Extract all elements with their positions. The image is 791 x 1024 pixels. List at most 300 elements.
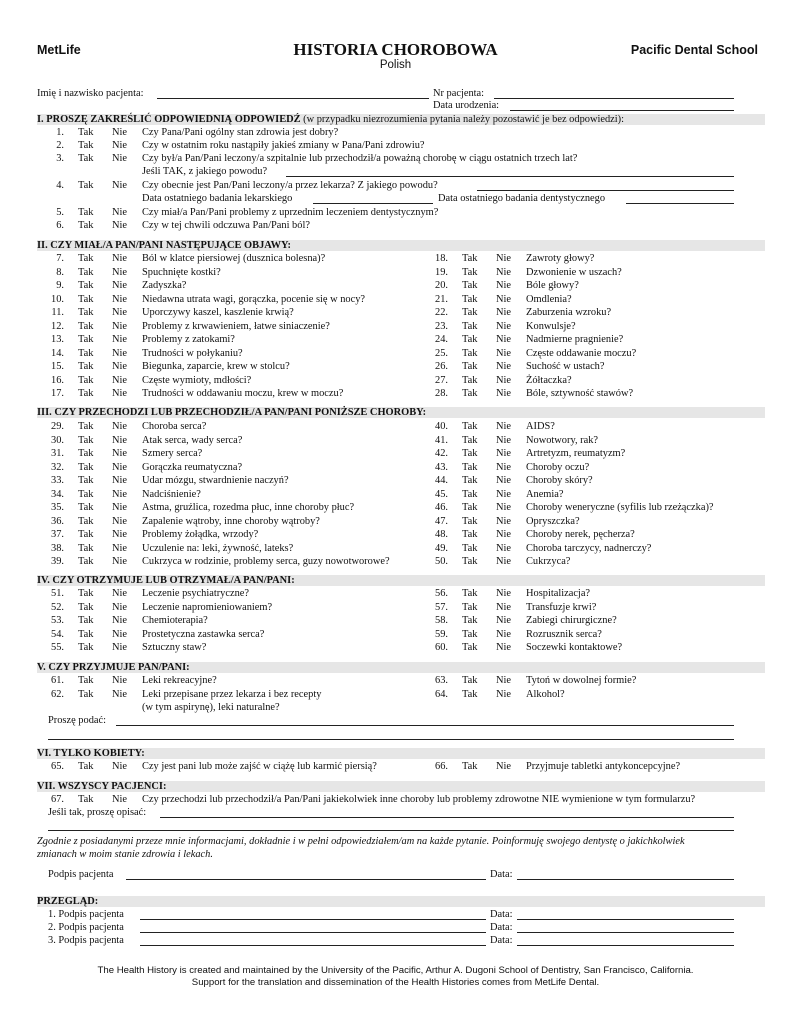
answer-yes[interactable]: Tak [78, 140, 94, 151]
answer-yes[interactable]: Tak [78, 388, 94, 399]
question-text: Czy Pana/Pani ogólny stan zdrowia jest dobry? [142, 127, 339, 138]
question-row [0, 589, 420, 602]
question-number: 23. [435, 320, 448, 332]
question-row [420, 281, 780, 294]
answer-no[interactable]: Nie [496, 761, 512, 772]
answer-no[interactable]: Nie [496, 421, 512, 432]
answer-yes[interactable]: Tak [78, 529, 94, 540]
question-text: Ból w klatce piersiowej (dusznica bolesna)? [142, 253, 326, 264]
question-text: Czy przechodzi lub przechodził/a Pan/Pani jakiekolwiek inne choroby lub problemy zdrowotne NIE wymienione w tym formularzu? [142, 794, 696, 805]
header-right-school: Pacific Dental School [630, 43, 758, 57]
question-number: 2. [56, 140, 64, 151]
answer-no[interactable]: Nie [112, 588, 128, 599]
answer-no[interactable]: Nie [496, 347, 512, 359]
answer-no[interactable]: Nie [496, 388, 512, 399]
other-conditions-field-line-2[interactable] [48, 830, 734, 831]
question-row [420, 389, 780, 402]
question-number: 7. [56, 253, 64, 264]
question-text: Artretyzm, reumatyzm? [526, 448, 626, 459]
question-row [420, 295, 780, 308]
review-signature-field[interactable] [140, 932, 486, 933]
question-row [420, 362, 780, 375]
answer-yes[interactable]: Tak [462, 475, 478, 486]
answer-no[interactable]: Nie [112, 761, 128, 772]
question-row [420, 517, 780, 530]
question-number: 44. [435, 475, 448, 486]
question-number: 37. [51, 529, 64, 540]
answer-no[interactable]: Nie [496, 334, 512, 345]
question-text-continued: (w tym aspirynę), leki naturalne? [142, 702, 280, 713]
answer-yes[interactable]: Tak [78, 320, 94, 332]
answer-yes[interactable]: Tak [462, 642, 478, 653]
question-number: 47. [435, 515, 448, 527]
question-number: 20. [435, 280, 448, 291]
question-row [420, 463, 780, 476]
question-number: 40. [435, 421, 448, 432]
answer-no[interactable]: Nie [496, 280, 512, 291]
question-text: Choroby nerek, pęcherza? [526, 529, 635, 540]
answer-no[interactable]: Nie [112, 461, 128, 473]
question-row [0, 503, 420, 516]
answer-no[interactable]: Nie [112, 688, 128, 700]
question-text: Suchość w ustach? [526, 361, 605, 372]
last-medical-exam-field[interactable] [313, 203, 433, 204]
footer-support: Support for the translation and dissemination of the Health Histories comes from MetLife Dental. [191, 977, 600, 988]
answer-no[interactable]: Nie [112, 180, 128, 191]
answer-yes[interactable]: Tak [462, 502, 478, 513]
treatment-reason-field[interactable] [477, 190, 734, 191]
question-text: Nadmierne pragnienie? [526, 334, 624, 345]
answer-yes[interactable]: Tak [462, 434, 478, 446]
patient-number-label: Nr pacjenta: [433, 88, 485, 99]
answer-no[interactable]: Nie [112, 347, 128, 359]
answer-no[interactable]: Nie [112, 488, 128, 500]
question-row [0, 643, 420, 656]
question-row [420, 308, 780, 321]
question-text: Dzwonienie w uszach? [526, 266, 622, 278]
answer-yes[interactable]: Tak [78, 127, 94, 138]
patient-number-field[interactable] [494, 98, 734, 99]
review-date-label: Data: [490, 935, 513, 946]
answer-yes[interactable]: Tak [78, 374, 94, 386]
answer-no[interactable]: Nie [112, 220, 128, 231]
answer-yes[interactable]: Tak [462, 266, 478, 278]
answer-no[interactable]: Nie [112, 628, 128, 640]
answer-yes[interactable]: Tak [462, 601, 478, 613]
answer-no[interactable]: Nie [112, 794, 128, 805]
question-row [420, 436, 780, 449]
question-number: 12. [51, 320, 64, 332]
answer-yes[interactable]: Tak [78, 421, 94, 432]
last-medical-exam-label: Data ostatniego badania lekarskiego [142, 193, 293, 204]
describe-label: Jeśli tak, proszę opisać: [48, 807, 147, 818]
answer-yes[interactable]: Tak [78, 688, 94, 700]
question-number: 48. [435, 529, 448, 540]
question-row [420, 589, 780, 602]
answer-yes[interactable]: Tak [78, 675, 94, 686]
patient-signature-field[interactable] [126, 879, 486, 880]
answer-yes[interactable]: Tak [462, 374, 478, 386]
answer-yes[interactable]: Tak [462, 334, 478, 345]
answer-yes[interactable]: Tak [462, 675, 478, 686]
question-row [0, 335, 420, 348]
answer-yes[interactable]: Tak [78, 334, 94, 345]
section-2-title: II. CZY MIAŁ/A PAN/PANI NASTĘPUJĄCE OBJAWY: [37, 240, 292, 251]
answer-yes[interactable]: Tak [78, 615, 94, 626]
last-dental-exam-label: Data ostatniego badania dentystycznego [438, 193, 606, 204]
question-text: Problemy żołądka, wrzody? [142, 529, 259, 540]
answer-yes[interactable]: Tak [462, 320, 478, 332]
answer-yes[interactable]: Tak [78, 293, 94, 305]
medications-field-line-2[interactable] [48, 739, 734, 740]
answer-no[interactable]: Nie [496, 307, 512, 318]
answer-no[interactable]: Nie [112, 529, 128, 540]
follow-up-label: Jeśli TAK, z jakiego powodu? [142, 166, 268, 177]
answer-yes[interactable]: Tak [78, 434, 94, 446]
answer-no[interactable]: Nie [112, 448, 128, 459]
answer-yes[interactable]: Tak [78, 628, 94, 640]
answer-no[interactable]: Nie [112, 556, 128, 567]
answer-no[interactable]: Nie [496, 293, 512, 305]
question-row [0, 463, 420, 476]
answer-no[interactable]: Nie [496, 588, 512, 599]
answer-no[interactable]: Nie [496, 529, 512, 540]
review-date-label: Data: [490, 909, 513, 920]
answer-yes[interactable]: Tak [78, 307, 94, 318]
question-text: Cukrzyca w rodzinie, problemy serca, guzy nowotworowe? [142, 556, 390, 567]
form-title: HISTORIA CHOROBOWA [293, 40, 498, 59]
answer-yes[interactable]: Tak [78, 153, 94, 164]
answer-no[interactable]: Nie [496, 448, 512, 459]
question-text: Czy obecnie jest Pan/Pani leczony/a przez lekarza? Z jakiego powodu? [142, 180, 438, 191]
please-list-label: Proszę podać: [48, 715, 106, 726]
answer-yes[interactable]: Tak [462, 615, 478, 626]
answer-no[interactable]: Nie [496, 502, 512, 513]
answer-yes[interactable]: Tak [78, 361, 94, 372]
section-1-heading: I. PROSZĘ ZAKREŚLIĆ ODPOWIEDNIĄ ODPOWIEDŹ [37, 114, 301, 125]
question-text: Problemy z zatokami? [142, 334, 235, 345]
answer-no[interactable]: Nie [496, 615, 512, 626]
question-number: 33. [51, 475, 64, 486]
review-date-field[interactable] [517, 932, 734, 933]
question-text: Biegunka, zaparcie, krew w stolcu? [142, 361, 290, 372]
last-dental-exam-field[interactable] [626, 203, 734, 204]
answer-no[interactable]: Nie [496, 253, 512, 264]
question-text: Żółtaczka? [526, 374, 572, 386]
question-row [0, 530, 420, 543]
answer-yes[interactable]: Tak [78, 448, 94, 459]
answer-no[interactable]: Nie [496, 628, 512, 640]
review-date-field[interactable] [517, 919, 734, 920]
answer-no[interactable]: Nie [496, 461, 512, 473]
question-number: 41. [435, 434, 448, 446]
answer-yes[interactable]: Tak [462, 461, 478, 473]
answer-no[interactable]: Nie [496, 556, 512, 567]
answer-no[interactable]: Nie [496, 542, 512, 554]
question-row [0, 254, 420, 267]
question-text: Alkohol? [526, 688, 565, 700]
answer-no[interactable]: Nie [496, 688, 512, 700]
answer-no[interactable]: Nie [112, 542, 128, 554]
question-number: 15. [51, 361, 64, 372]
question-number: 42. [435, 448, 448, 459]
question-row [420, 376, 780, 389]
question-text: Nadciśnienie? [142, 488, 201, 500]
question-row [0, 517, 420, 530]
question-text: Gorączka reumatyczna? [142, 461, 243, 473]
answer-no[interactable]: Nie [496, 374, 512, 386]
answer-no[interactable]: Nie [112, 361, 128, 372]
answer-no[interactable]: Nie [112, 293, 128, 305]
answer-no[interactable]: Nie [112, 266, 128, 278]
question-number: 39. [51, 556, 64, 567]
answer-yes[interactable]: Tak [462, 688, 478, 700]
answer-no[interactable]: Nie [496, 475, 512, 486]
question-row [420, 422, 780, 435]
question-number: 19. [435, 266, 448, 278]
review-date-label: Data: [490, 922, 513, 933]
question-text: Leki rekreacyjne? [142, 675, 217, 686]
answer-yes[interactable]: Tak [462, 421, 478, 432]
question-row [0, 221, 791, 234]
answer-yes[interactable]: Tak [78, 253, 94, 264]
answer-yes[interactable]: Tak [462, 253, 478, 264]
question-text: Opryszczka? [526, 515, 580, 527]
question-row [420, 676, 780, 689]
reason-field[interactable] [286, 176, 734, 177]
answer-no[interactable]: Nie [496, 266, 512, 278]
question-number: 29. [51, 421, 64, 432]
question-text: Szmery serca? [142, 448, 203, 459]
question-text: AIDS? [526, 421, 555, 432]
answer-yes[interactable]: Tak [462, 448, 478, 459]
answer-no[interactable]: Nie [496, 361, 512, 372]
review-signature-field[interactable] [140, 919, 486, 920]
question-number: 36. [51, 515, 64, 527]
section-3-title: III. CZY PRZECHODZI LUB PRZECHODZIŁ/A PAN/PANI PONIŻSZE CHOROBY: [37, 407, 427, 418]
answer-no[interactable]: Nie [112, 601, 128, 613]
question-number: 13. [51, 334, 64, 345]
answer-yes[interactable]: Tak [462, 361, 478, 372]
answer-yes[interactable]: Tak [462, 280, 478, 291]
answer-no[interactable]: Nie [112, 434, 128, 446]
answer-yes[interactable]: Tak [78, 601, 94, 613]
question-text: Zaburzenia wzroku? [526, 307, 612, 318]
question-row [420, 254, 780, 267]
answer-yes[interactable]: Tak [78, 207, 94, 218]
question-number: 16. [51, 374, 64, 386]
answer-yes[interactable]: Tak [78, 542, 94, 554]
answer-no[interactable]: Nie [112, 515, 128, 527]
question-text: Choroby skóry? [526, 475, 593, 486]
question-text: Zapalenie wątroby, inne choroby wątroby? [142, 515, 320, 527]
question-number: 50. [435, 556, 448, 567]
answer-yes[interactable]: Tak [462, 542, 478, 554]
signature-date-field[interactable] [517, 879, 734, 880]
answer-yes[interactable]: Tak [462, 388, 478, 399]
answer-no[interactable]: Nie [112, 615, 128, 626]
answer-no[interactable]: Nie [112, 153, 128, 164]
question-row [0, 436, 420, 449]
answer-no[interactable]: Nie [112, 374, 128, 386]
answer-no[interactable]: Nie [112, 280, 128, 291]
answer-no[interactable]: Nie [112, 421, 128, 432]
question-text: Soczewki kontaktowe? [526, 642, 623, 653]
answer-yes[interactable]: Tak [462, 515, 478, 527]
question-number: 9. [56, 280, 64, 291]
answer-no[interactable]: Nie [112, 307, 128, 318]
question-row [420, 530, 780, 543]
answer-no[interactable]: Nie [112, 140, 128, 151]
question-row [420, 762, 780, 775]
question-row [0, 557, 420, 570]
question-text: Konwulsje? [526, 320, 576, 332]
question-number: 22. [435, 307, 448, 318]
answer-no[interactable]: Nie [112, 502, 128, 513]
answer-yes[interactable]: Tak [78, 761, 94, 772]
answer-yes[interactable]: Tak [78, 280, 94, 291]
question-row [0, 181, 791, 194]
section-6-band [37, 748, 765, 759]
question-number: 60. [435, 642, 448, 653]
answer-yes[interactable]: Tak [462, 347, 478, 359]
question-text: Czy był/a Pan/Pani leczony/a szpitalnie lub przechodził/a poważną chorobę w ciągu ostatnich trzech lat? [142, 153, 578, 164]
question-text: Spuchnięte kostki? [142, 266, 221, 278]
question-text: Atak serca, wady serca? [142, 434, 243, 446]
answer-yes[interactable]: Tak [78, 347, 94, 359]
question-row [420, 603, 780, 616]
answer-yes[interactable]: Tak [78, 488, 94, 500]
section-6-title: VI. TYLKO KOBIETY: [37, 748, 145, 759]
question-row [420, 503, 780, 516]
question-number: 34. [51, 488, 64, 500]
answer-yes[interactable]: Tak [78, 502, 94, 513]
question-text: Prostetyczna zastawka serca? [142, 628, 265, 640]
answer-yes[interactable]: Tak [462, 556, 478, 567]
question-row [0, 389, 420, 402]
question-row [420, 490, 780, 503]
question-row [420, 335, 780, 348]
review-title: PRZEGLĄD: [37, 896, 99, 907]
answer-no[interactable]: Nie [112, 207, 128, 218]
question-row [420, 690, 780, 703]
question-text: Bóle głowy? [526, 280, 579, 291]
section-1-note: (w przypadku niezrozumienia pytania należy pozostawić je bez odpowiedzi): [303, 114, 624, 125]
question-row [420, 476, 780, 489]
answer-yes[interactable]: Tak [462, 761, 478, 772]
question-row [0, 676, 420, 689]
answer-yes[interactable]: Tak [78, 475, 94, 486]
review-signature-label: 2. Podpis pacjenta [48, 922, 124, 933]
answer-yes[interactable]: Tak [78, 461, 94, 473]
question-row [420, 616, 780, 629]
question-row [0, 322, 420, 335]
question-number: 59. [435, 628, 448, 640]
question-text: Tytoń w dowolnej formie? [526, 675, 637, 686]
other-conditions-field[interactable] [160, 817, 734, 818]
question-row [420, 557, 780, 570]
question-text: Czy w tej chwili odczuwa Pan/Pani ból? [142, 220, 310, 231]
question-row [0, 490, 420, 503]
question-row [0, 349, 420, 362]
consent-statement-line-2: zmianach w moim stanie zdrowia i lekach. [37, 849, 213, 860]
answer-no[interactable]: Nie [112, 388, 128, 399]
answer-no[interactable]: Nie [496, 515, 512, 527]
answer-yes[interactable]: Tak [78, 266, 94, 278]
answer-no[interactable]: Nie [112, 334, 128, 345]
question-text: Częste oddawanie moczu? [526, 347, 637, 359]
section-1-title [37, 115, 624, 125]
question-text: Bóle, sztywność stawów? [526, 388, 634, 399]
answer-yes[interactable]: Tak [78, 220, 94, 231]
answer-yes[interactable]: Tak [462, 588, 478, 599]
question-text: Częste wymioty, mdłości? [142, 374, 252, 386]
question-number: 63. [435, 675, 448, 686]
question-row [0, 422, 420, 435]
answer-no[interactable]: Nie [496, 320, 512, 332]
question-number: 53. [51, 615, 64, 626]
medications-field[interactable] [116, 725, 734, 726]
question-number: 43. [435, 461, 448, 473]
section-5-title: V. CZY PRZYJMUJE PAN/PANI: [37, 662, 190, 673]
question-row [0, 154, 791, 167]
answer-yes[interactable]: Tak [462, 488, 478, 500]
review-signature-field[interactable] [140, 945, 486, 946]
patient-name-field[interactable] [157, 98, 429, 99]
answer-yes[interactable]: Tak [78, 556, 94, 567]
answer-yes[interactable]: Tak [462, 307, 478, 318]
question-number: 46. [435, 502, 448, 513]
question-text: Hospitalizacja? [526, 588, 591, 599]
answer-no[interactable]: Nie [112, 253, 128, 264]
answer-yes[interactable]: Tak [78, 588, 94, 599]
question-number: 58. [435, 615, 448, 626]
question-text: Trudności w połykaniu? [142, 347, 243, 359]
answer-no[interactable]: Nie [496, 434, 512, 446]
question-row [0, 281, 420, 294]
question-text: Nowotwory, rak? [526, 434, 599, 446]
answer-yes[interactable]: Tak [462, 293, 478, 305]
question-number: 64. [435, 688, 448, 700]
answer-yes[interactable]: Tak [462, 529, 478, 540]
answer-no[interactable]: Nie [496, 642, 512, 653]
question-text: Niedawna utrata wagi, gorączka, pocenie się w nocy? [142, 293, 366, 305]
answer-yes[interactable]: Tak [78, 515, 94, 527]
answer-no[interactable]: Nie [112, 127, 128, 138]
question-number: 52. [51, 601, 64, 613]
answer-no[interactable]: Nie [112, 642, 128, 653]
question-text: Chemioterapia? [142, 615, 208, 626]
birth-date-field[interactable] [510, 110, 734, 111]
answer-yes[interactable]: Tak [78, 794, 94, 805]
answer-no[interactable]: Nie [496, 675, 512, 686]
question-number: 5. [56, 207, 64, 218]
answer-yes[interactable]: Tak [78, 642, 94, 653]
question-row [0, 376, 420, 389]
question-number: 32. [51, 461, 64, 473]
question-text: Leki przepisane przez lekarza i bez recepty [142, 688, 322, 700]
answer-no[interactable]: Nie [496, 601, 512, 613]
answer-no[interactable]: Nie [112, 475, 128, 486]
footer-credit: The Health History is created and maintained by the University of the Pacific, Arthur A. Dugoni School of Dentistry, San Francisco, California. [97, 965, 694, 976]
question-number: 65. [51, 761, 64, 772]
answer-yes[interactable]: Tak [462, 628, 478, 640]
answer-no[interactable]: Nie [112, 320, 128, 332]
answer-yes[interactable]: Tak [78, 180, 94, 191]
answer-no[interactable]: Nie [112, 675, 128, 686]
review-date-field[interactable] [517, 945, 734, 946]
answer-no[interactable]: Nie [496, 488, 512, 500]
